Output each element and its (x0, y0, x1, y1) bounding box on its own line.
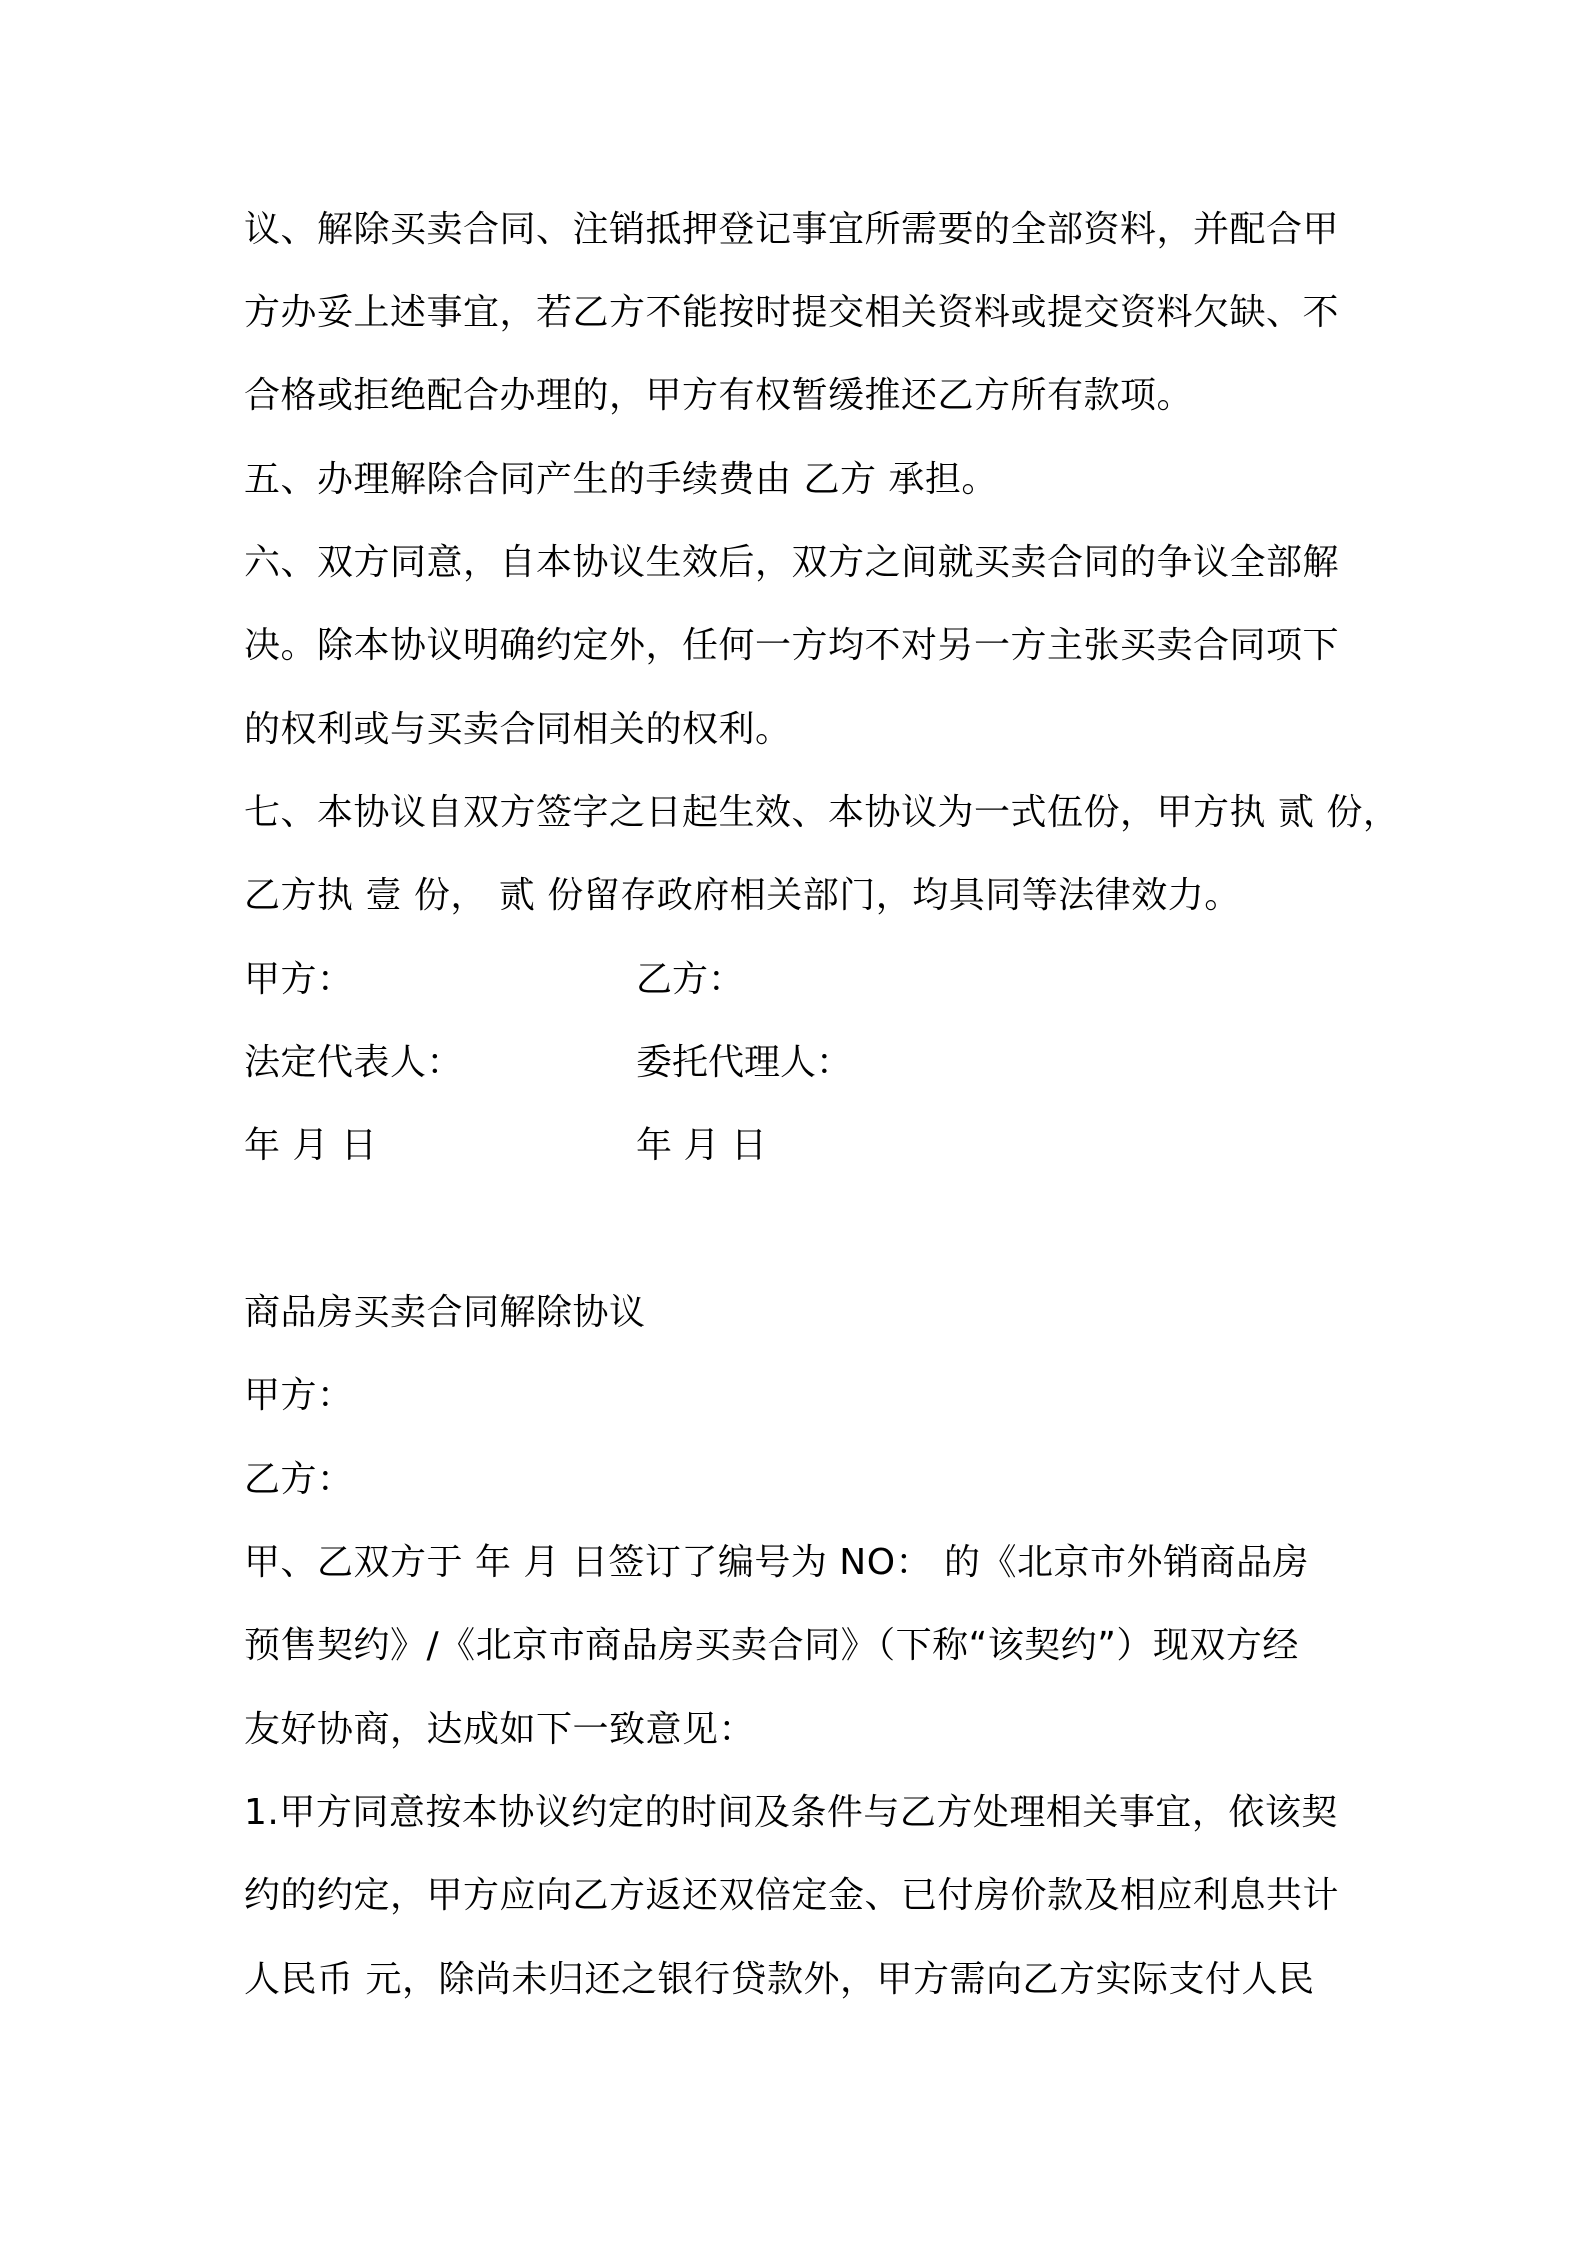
clause-6-line-2: 决。除本协议明确约定外，任何一方均不对另一方主张买卖合同项下 (244, 625, 1340, 666)
signature-date-right: 年 月 日 (636, 1125, 767, 1166)
signature-party-b: 乙方： (636, 959, 745, 1000)
clause-4-line-2: 方办妥上述事宜，若乙方不能按时提交相关资料或提交资料欠缺、不 (244, 292, 1340, 333)
signature-legal-rep: 法定代表人： (244, 1042, 464, 1083)
signature-agent: 委托代理人： (636, 1042, 853, 1083)
second-doc-line-1: 甲、乙双方于 年 月 日签订了编号为 NO： 的《北京市外销商品房 (244, 1542, 1309, 1583)
clause-7-line-1: 七、本协议自双方签字之日起生效、本协议为一式伍份，甲方执 贰 份， (244, 792, 1400, 833)
signature-date-left: 年 月 日 (244, 1125, 378, 1166)
second-doc-line-2: 预售契约》/《北京市商品房买卖合同》（下称“该契约”）现双方经 (244, 1625, 1299, 1666)
second-doc-line-6: 人民币 元，除尚未归还之银行贷款外，甲方需向乙方实际支付人民 (244, 1959, 1315, 2000)
second-doc-party-b: 乙方： (244, 1459, 354, 1500)
clause-6-line-1: 六、双方同意，自本协议生效后，双方之间就买卖合同的争议全部解 (244, 542, 1340, 583)
second-doc-title: 商品房买卖合同解除协议 (244, 1292, 646, 1333)
clause-7-line-2: 乙方执 壹 份， 贰 份留存政府相关部门，均具同等法律效力。 (244, 875, 1241, 916)
clause-6-line-3: 的权利或与买卖合同相关的权利。 (244, 709, 792, 750)
second-doc-line-4: 1.甲方同意按本协议约定的时间及条件与乙方处理相关事宜，依该契 (244, 1792, 1338, 1833)
second-doc-line-5: 约的约定，甲方应向乙方返还双倍定金、已付房价款及相应利息共计 (244, 1875, 1340, 1916)
second-doc-party-a: 甲方： (244, 1375, 354, 1416)
clause-4-line-3: 合格或拒绝配合办理的，甲方有权暂缓推还乙方所有款项。 (244, 375, 1194, 416)
clause-4-line-1: 议、解除买卖合同、注销抵押登记事宜所需要的全部资料，并配合甲 (244, 209, 1340, 250)
signature-party-a: 甲方： (244, 959, 354, 1000)
clause-5: 五、办理解除合同产生的手续费由 乙方 承担。 (244, 459, 998, 500)
second-doc-line-3: 友好协商，达成如下一致意见： (244, 1709, 756, 1750)
